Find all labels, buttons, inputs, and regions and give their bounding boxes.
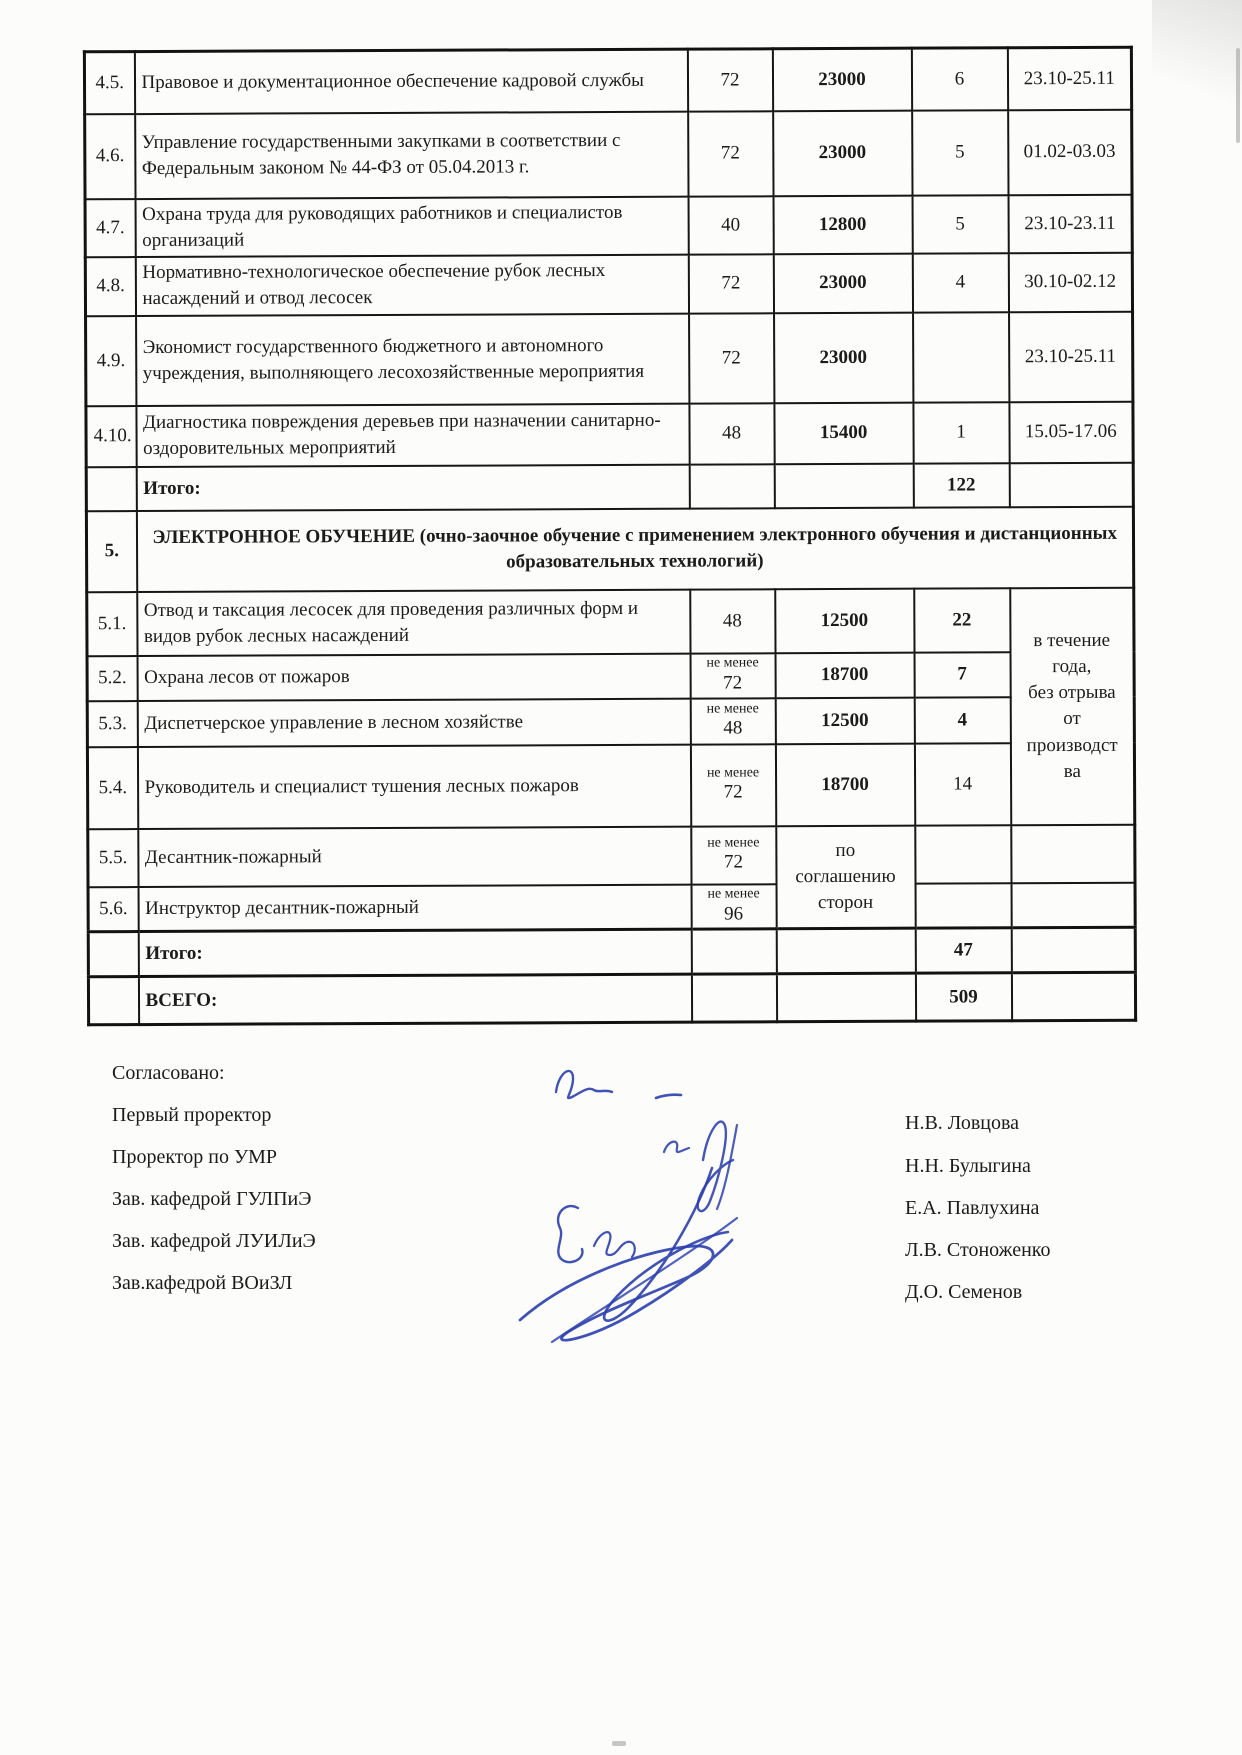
empty-cell [88,932,138,977]
price-cell: 12800 [773,195,912,254]
hours-cell: 72 [689,313,774,403]
empty-cell [774,464,913,509]
empty-cell [689,464,774,508]
count-cell: 5 [912,195,1008,254]
total-label-cell: Итого: [138,930,691,977]
count-cell [913,312,1009,402]
program-name-cell: Управление государственными закупками в соответствии с Федеральным законом № 44-ФЗ от 05.04.2013 г. [135,111,688,198]
hours-cell [690,698,775,744]
table-row [84,47,1131,114]
row-number-cell: 5.4. [87,747,137,829]
dates-cell: 23.10-25.11 [1009,312,1133,403]
table-row [85,253,1132,317]
price-cell: 23000 [772,48,911,111]
approver-role: Зав. кафедрой ЛУИЛиЭ [112,1230,316,1252]
row-number-cell: 4.6. [85,114,135,199]
row-number-cell: 4.9. [86,316,136,406]
dates-merged-cell: в течение года, без отрыва от производст ва [1010,588,1135,826]
program-name-cell: Десантник-пожарный [138,827,691,887]
hours-note: не менее [707,835,760,851]
course-schedule-table [83,46,1137,1027]
section5-header-row [86,507,1133,593]
hours-cell [690,653,775,698]
program-name-cell: Диагностика повреждения деревьев при назначении санитарно-оздоровительных мероприятий [136,404,689,467]
count-cell [915,825,1011,883]
total-label-cell: Итого: [136,465,689,511]
count-cell: 5 [912,110,1008,195]
row-number-cell: 4.7. [85,199,135,258]
empty-cell [1011,973,1135,1022]
hours-value: 72 [723,781,743,803]
section-header-cell: ЭЛЕКТРОННОЕ ОБУЧЕНИЕ (очно-заочное обучение с применением электронного обучения и дистанционных образовательных технологий) [136,507,1133,592]
approver-role: Зав.кафедрой ВОиЗЛ [112,1272,293,1294]
total-count-cell: 47 [915,928,1011,973]
table-row [88,883,1135,933]
hours-value: 96 [724,903,744,925]
count-cell: 14 [914,743,1010,825]
program-name-cell: Охрана труда для руководящих работников и специалистов организаций [135,196,688,257]
hours-cell [691,884,776,929]
dates-cell: 15.05-17.06 [1009,402,1133,464]
price-cell: 15400 [774,403,913,465]
empty-cell [86,467,136,511]
program-name-cell: Охрана лесов от пожаров [137,654,690,701]
total-count-cell: 122 [913,463,1009,507]
hours-cell [690,744,775,826]
table-row [86,312,1133,407]
count-cell: 1 [913,402,1009,463]
price-cell: 18700 [775,744,914,827]
count-cell [915,883,1011,928]
row-number-cell: 5.5. [88,829,138,887]
dates-cell: 01.02-03.03 [1008,109,1132,195]
grand-total-count-cell: 509 [915,973,1011,1021]
row-number-cell: 4.8. [85,257,135,316]
approver-name: Е.А. Павлухина [905,1197,1040,1219]
empty-cell [776,974,915,1023]
table-row [88,825,1135,888]
hours-note: не менее [706,701,759,717]
table-row [85,194,1132,257]
table-row [85,109,1132,199]
program-name-cell: Инструктор десантник-пожарный [138,885,691,932]
count-cell: 4 [912,253,1008,312]
section-number-cell: 5. [86,511,136,592]
table-row [87,697,1134,748]
count-cell: 7 [914,652,1010,697]
hours-value: 48 [723,717,743,739]
approver-name: Д.О. Семенов [905,1281,1023,1303]
hours-cell: 72 [688,111,773,196]
scan-artifact [1236,48,1240,143]
count-cell: 4 [914,697,1010,743]
empty-cell [1009,463,1133,508]
price-merged-cell: по соглашению сторон [776,826,915,930]
empty-cell [691,929,776,974]
row-number-cell: 5.1. [87,592,137,656]
empty-cell [88,977,138,1025]
approver-name: Н.Н. Булыгина [905,1155,1031,1177]
hours-cell: 48 [690,589,775,653]
empty-cell [776,929,915,975]
hours-cell [691,826,776,884]
count-cell: 22 [914,588,1010,652]
row-number-cell: 5.3. [87,701,137,747]
scan-artifact [1152,0,1242,150]
handwritten-signatures-ink [460,1040,800,1360]
price-cell: 23000 [773,110,912,196]
approver-name: Н.В. Ловцова [905,1112,1020,1134]
table-row [87,652,1134,702]
hours-cell: 40 [688,196,773,255]
approver-role: Зав. кафедрой ГУЛПиЭ [112,1188,312,1210]
program-name-cell: Нормативно-технологическое обеспечение рубок лесных насаждений и отвод лесосек [135,255,688,316]
scan-artifact [612,1741,626,1746]
table-row [87,588,1134,657]
empty-cell [691,974,776,1022]
hours-value: 72 [723,851,743,873]
hours-cell: 48 [689,403,774,464]
approval-heading: Согласовано: [112,1062,225,1084]
table-row [86,402,1133,468]
program-name-cell: Отвод и таксация лесосек для проведения различных форм и видов рубок лесных насаждений [137,590,690,656]
dates-cell [1011,883,1135,928]
empty-cell [1011,928,1135,974]
program-name-cell: Правовое и документационное обеспечение кадровой службы [134,49,687,113]
price-cell: 12500 [775,698,914,745]
program-name-cell: Руководитель и специалист тушения лесных пожаров [137,745,690,829]
price-cell: 23000 [773,254,912,314]
price-cell: 18700 [775,653,914,699]
count-cell: 6 [911,48,1007,110]
hours-note: не менее [707,886,760,902]
price-cell: 12500 [775,589,914,654]
approver-name: Л.В. Стоноженко [905,1239,1051,1261]
program-name-cell: Экономист государственного бюджетного и автономного учреждения, выполняющего лесохозяйственные мероприятия [136,314,689,406]
hours-cell: 72 [688,254,773,313]
hours-value: 72 [723,672,743,694]
approver-role: Первый проректор [112,1104,272,1126]
section4-total-row [86,463,1133,512]
approver-role: Проректор по УМР [112,1146,278,1168]
price-cell: 23000 [774,313,913,404]
dates-cell [1011,825,1135,884]
section5-total-row [88,928,1135,978]
row-number-cell: 5.6. [88,887,138,932]
row-number-cell: 5.2. [87,656,137,701]
table-row [87,743,1134,830]
dates-cell: 23.10-25.11 [1007,47,1131,110]
row-number-cell: 4.10. [86,406,136,467]
program-name-cell: Диспетчерское управление в лесном хозяйстве [137,699,690,747]
dates-cell: 30.10-02.12 [1008,253,1132,313]
hours-note: не менее [706,765,760,781]
grand-total-row [88,973,1135,1026]
hours-cell: 72 [687,49,772,111]
hours-note: не менее [706,655,759,671]
grand-total-label-cell: ВСЕГО: [138,975,691,1025]
dates-cell: 23.10-23.11 [1008,194,1132,253]
row-number-cell: 4.5. [84,52,134,114]
